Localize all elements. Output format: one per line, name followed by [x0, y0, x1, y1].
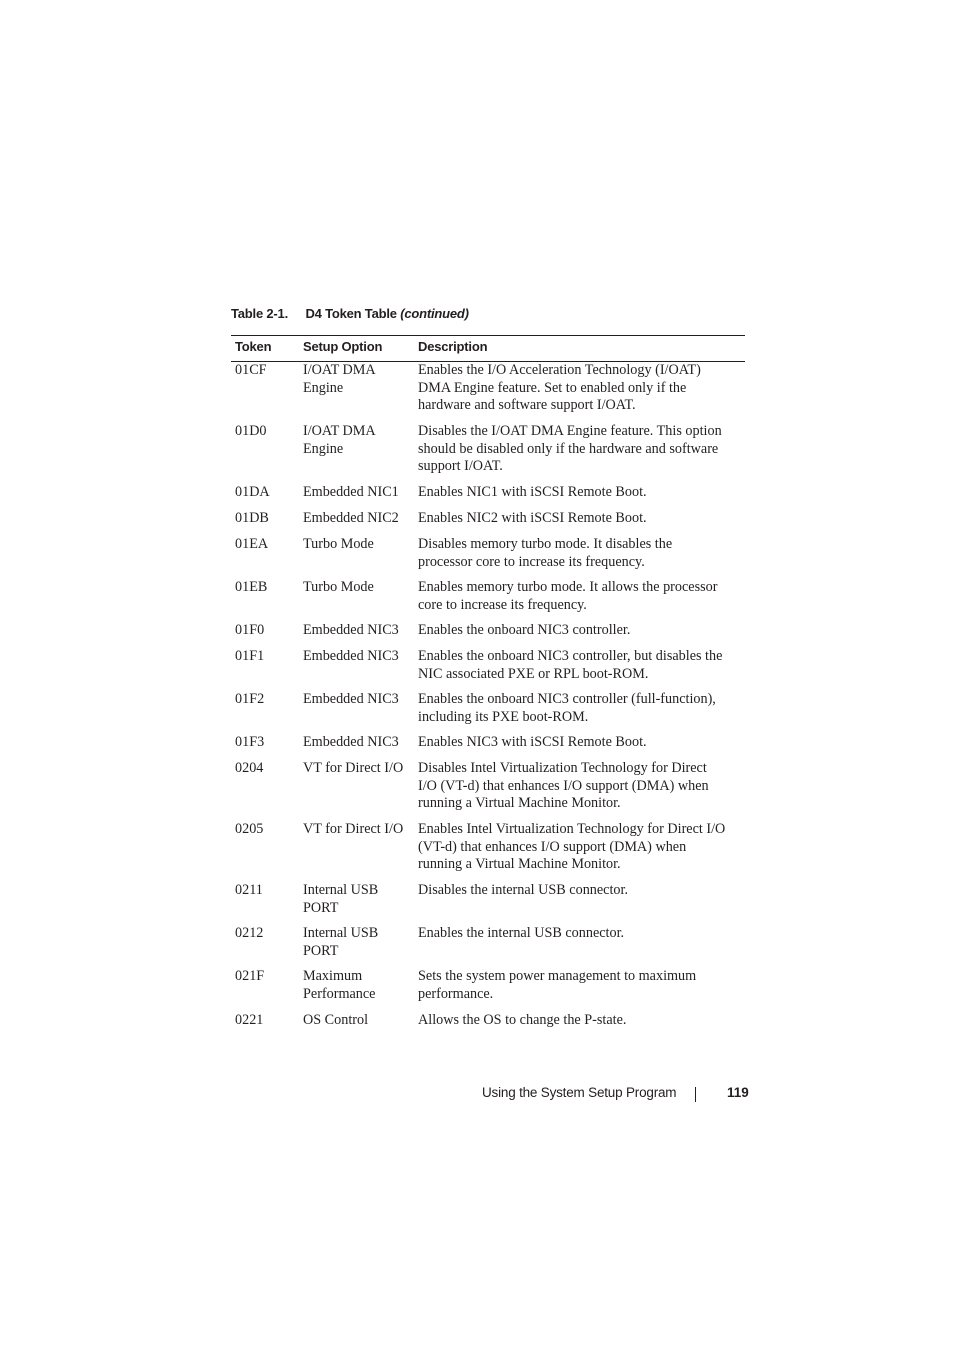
setup-option-line: Engine [303, 379, 344, 396]
setup-option-line: OS Control [303, 1012, 369, 1028]
token-cell [235, 968, 299, 986]
token-value: 01F1 [235, 648, 265, 664]
setup-option-cell [303, 484, 415, 502]
setup-option-cell [303, 691, 415, 709]
description-cell [418, 510, 748, 528]
setup-option-line: Internal USB [303, 882, 379, 898]
description-line: Enables the internal USB connector. [418, 925, 625, 941]
token-cell [235, 423, 299, 441]
setup-option-cell [303, 510, 415, 528]
description-line: DMA Engine feature. Set to enabled only if the [418, 379, 687, 396]
setup-option-line: Turbo Mode [303, 536, 374, 552]
header-setup-option: Setup Option [303, 339, 383, 354]
setup-option-line: Performance [303, 985, 376, 1002]
description-cell [418, 968, 748, 1003]
token-cell [235, 579, 299, 597]
token-cell [235, 925, 299, 943]
description-line: performance. [418, 985, 494, 1002]
description-line: Enables memory turbo mode. It allows the processor [418, 579, 718, 595]
description-cell [418, 734, 748, 752]
header-description: Description [418, 339, 488, 354]
description-line: Enables the onboard NIC3 controller, but disables the [418, 648, 723, 664]
setup-option-line: Embedded NIC3 [303, 648, 399, 664]
token-value: 01F0 [235, 622, 265, 638]
token-value: 01CF [235, 362, 267, 378]
description-cell [418, 821, 748, 874]
setup-option-line: Maximum [303, 968, 363, 984]
description-cell [418, 1012, 748, 1030]
description-line: NIC associated PXE or RPL boot-ROM. [418, 665, 649, 682]
description-line: core to increase its frequency. [418, 596, 587, 613]
description-line: running a Virtual Machine Monitor. [418, 795, 621, 812]
description-cell [418, 423, 748, 476]
description-line: Enables NIC2 with iSCSI Remote Boot. [418, 510, 647, 526]
token-value: 01D0 [235, 423, 267, 439]
token-value: 0221 [235, 1012, 264, 1028]
description-cell [418, 536, 748, 571]
token-cell [235, 622, 299, 640]
token-cell [235, 362, 299, 380]
token-cell [235, 821, 299, 839]
setup-option-cell [303, 648, 415, 666]
setup-option-line: I/OAT DMA [303, 362, 376, 378]
description-cell [418, 882, 748, 900]
token-value: 01DB [235, 510, 269, 526]
token-cell [235, 510, 299, 528]
token-cell [235, 760, 299, 778]
token-cell [235, 734, 299, 752]
setup-option-cell [303, 362, 415, 397]
description-cell [418, 648, 748, 683]
setup-option-cell [303, 423, 415, 458]
token-cell [235, 536, 299, 554]
description-line: Allows the OS to change the P-state. [418, 1012, 627, 1028]
setup-option-cell [303, 579, 415, 597]
footer-separator [695, 1087, 696, 1102]
token-cell [235, 882, 299, 900]
token-cell [235, 484, 299, 502]
setup-option-line: Turbo Mode [303, 579, 374, 595]
token-cell [235, 1012, 299, 1030]
token-value: 01F3 [235, 734, 265, 750]
description-cell [418, 362, 748, 415]
setup-option-cell [303, 622, 415, 640]
description-line: Disables Intel Virtualization Technology for Direct [418, 760, 707, 776]
description-cell [418, 622, 748, 640]
setup-option-line: VT for Direct I/O [303, 821, 404, 837]
setup-option-cell [303, 734, 415, 752]
description-cell [418, 484, 748, 502]
setup-option-line: Embedded NIC2 [303, 510, 399, 526]
token-value: 01EB [235, 579, 268, 595]
description-cell [418, 760, 748, 813]
token-value: 0212 [235, 925, 264, 941]
token-value: 01F2 [235, 691, 265, 707]
description-line: Enables Intel Virtualization Technology for Direct I/O [418, 821, 726, 837]
description-line: Enables the onboard NIC3 controller. [418, 622, 631, 638]
setup-option-cell [303, 760, 415, 778]
setup-option-cell [303, 1012, 415, 1030]
setup-option-line: Embedded NIC3 [303, 734, 399, 750]
table-continued-label: (continued) [400, 306, 469, 321]
token-cell [235, 691, 299, 709]
setup-option-cell [303, 882, 415, 917]
token-value: 021F [235, 968, 265, 984]
description-line: including its PXE boot-ROM. [418, 708, 589, 725]
description-line: Sets the system power management to maximum [418, 968, 697, 984]
description-cell [418, 925, 748, 943]
setup-option-line: Engine [303, 440, 344, 457]
setup-option-line: Embedded NIC1 [303, 484, 399, 500]
description-line: I/O (VT-d) that enhances I/O support (DMA) when [418, 777, 709, 794]
token-value: 01EA [235, 536, 269, 552]
table-number: Table 2-1. [231, 306, 289, 321]
token-value: 0204 [235, 760, 264, 776]
header-token: Token [235, 339, 272, 354]
description-line: (VT-d) that enhances I/O support (DMA) when [418, 838, 687, 855]
description-line: Disables the I/OAT DMA Engine feature. This option [418, 423, 722, 439]
description-line: Enables the I/O Acceleration Technology (I/OAT) [418, 362, 701, 378]
description-line: processor core to increase its frequency. [418, 553, 645, 570]
description-line: running a Virtual Machine Monitor. [418, 856, 621, 873]
setup-option-cell [303, 925, 415, 960]
page-number: 119 [727, 1085, 749, 1100]
setup-option-line: PORT [303, 899, 339, 916]
setup-option-cell [303, 968, 415, 1003]
setup-option-line: I/OAT DMA [303, 423, 376, 439]
table-title: D4 Token Table [305, 306, 397, 321]
token-value: 0205 [235, 821, 264, 837]
setup-option-line: Embedded NIC3 [303, 691, 399, 707]
description-line: hardware and software support I/OAT. [418, 397, 636, 414]
token-value: 0211 [235, 882, 263, 898]
description-line: Enables the onboard NIC3 controller (full-function), [418, 691, 716, 707]
description-line: Enables NIC1 with iSCSI Remote Boot. [418, 484, 647, 500]
description-line: Enables NIC3 with iSCSI Remote Boot. [418, 734, 647, 750]
setup-option-line: PORT [303, 942, 339, 959]
setup-option-cell [303, 821, 415, 839]
setup-option-cell [303, 536, 415, 554]
footer-section-title: Using the System Setup Program [482, 1085, 677, 1100]
description-line: Disables the internal USB connector. [418, 882, 629, 898]
token-cell [235, 648, 299, 666]
description-cell [418, 691, 748, 726]
setup-option-line: VT for Direct I/O [303, 760, 404, 776]
setup-option-line: Embedded NIC3 [303, 622, 399, 638]
token-value: 01DA [235, 484, 270, 500]
description-cell [418, 579, 748, 614]
description-line: Disables memory turbo mode. It disables the [418, 536, 673, 552]
description-line: should be disabled only if the hardware and software [418, 440, 719, 457]
description-line: support I/OAT. [418, 458, 503, 475]
setup-option-line: Internal USB [303, 925, 379, 941]
